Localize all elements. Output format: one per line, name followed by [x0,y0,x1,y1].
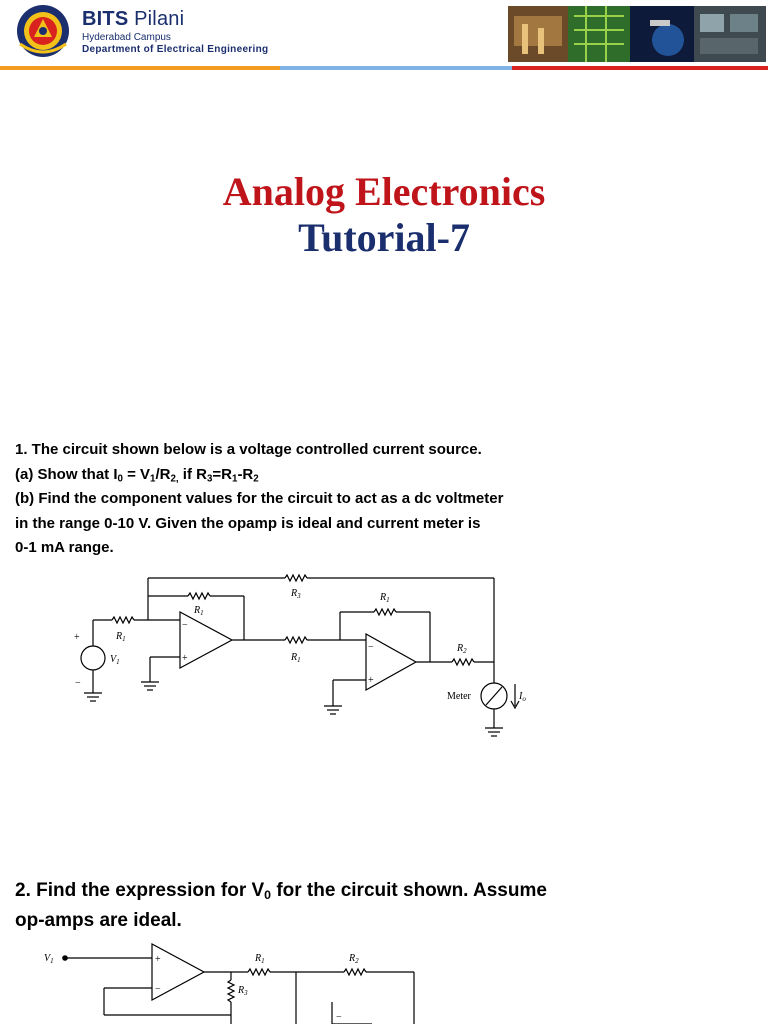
part-a-sub-2: 1 [150,472,156,484]
header-rule-blue [280,66,512,70]
question-2-text-1: 2. Find the expression for V [15,880,265,901]
opamp1-plus-sign: + [182,653,188,664]
question-2-sub: 0 [264,888,272,903]
label-r1-input: $R_1$ [116,631,126,643]
label-r3-q2: $R_3$ [238,985,248,997]
bits-logo-icon [12,4,74,58]
label-v1: $V_1$ [110,654,120,666]
brand-name [82,8,268,31]
header [0,0,768,72]
question-1-line-1: 1. The circuit shown below is a voltage controlled current source. [15,441,482,458]
part-a-text-6: -R [237,465,254,483]
header-rule-red [512,66,768,70]
question-1-part-b-line-3: 0-1 mA range. [15,539,114,556]
part-a-text-2: = V [122,465,151,483]
question-2 [15,876,760,936]
circuit-diagram-1 [0,560,768,750]
label-r1-q2: $R_1$ [255,953,265,965]
source-plus-sign: + [74,632,80,643]
label-r1-feedback: $R_1$ [194,605,204,617]
brand-name-light: Pilani [134,8,185,30]
label-r2-q2: $R_2$ [349,953,359,965]
question-2-line-2: op-amps are ideal. [15,910,182,931]
department-name: Department of Electrical Engineering [82,44,269,55]
brand-name-bold: BITS [82,8,129,30]
label-r2: $R_2$ [457,643,467,655]
part-a-sub-4: 3 [206,472,213,484]
part-a-text-5: =R [212,465,232,483]
label-v1-q2: $V_1$ [44,953,54,965]
label-meter: Meter [447,691,471,702]
question-2-text-2: for the circuit shown. Assume [271,880,547,901]
opamp4-minus-sign: − [336,1012,342,1023]
page-title: Analog Electronics [222,169,546,214]
part-a-sub-3: 2, [170,472,179,484]
part-a-sub-6: 2 [253,472,259,484]
label-io: $I_o$ [519,691,526,703]
part-a-sub-5: 1 [232,472,238,484]
question-1 [15,438,760,561]
label-r1-mid: $R_1$ [291,652,301,664]
part-a-text-4: if R [178,465,207,483]
part-a-sub-1: 0 [117,472,123,484]
circuit-diagram-2 [0,940,768,1024]
label-r1-op2: $R_1$ [380,592,390,604]
opamp2-plus-sign: + [368,675,374,686]
campus-name: Hyderabad Campus [82,32,171,43]
question-1-part-b-line-1: (b) Find the component values for the circuit to act as a dc voltmeter [15,490,504,507]
brand-block [82,8,268,55]
source-minus-sign: − [75,678,81,689]
label-r3: $R_3$ [291,588,301,600]
question-2-line-1 [15,876,760,906]
question-1-part-b-line-2: in the range 0-10 V. Given the opamp is ideal and current meter is [15,514,481,532]
engineering-banner-image [508,6,766,62]
opamp2-minus-sign: − [368,642,374,653]
page-subtitle: Tutorial-7 [298,215,470,260]
question-1-part-a [15,463,760,488]
opamp3-minus-sign: − [155,984,161,995]
part-a-text-3: /R [155,465,171,483]
part-a-text-1: (a) Show that I [15,465,118,483]
opamp1-minus-sign: − [182,620,188,631]
header-rule-orange [0,66,280,70]
opamp3-plus-sign: + [155,954,161,965]
